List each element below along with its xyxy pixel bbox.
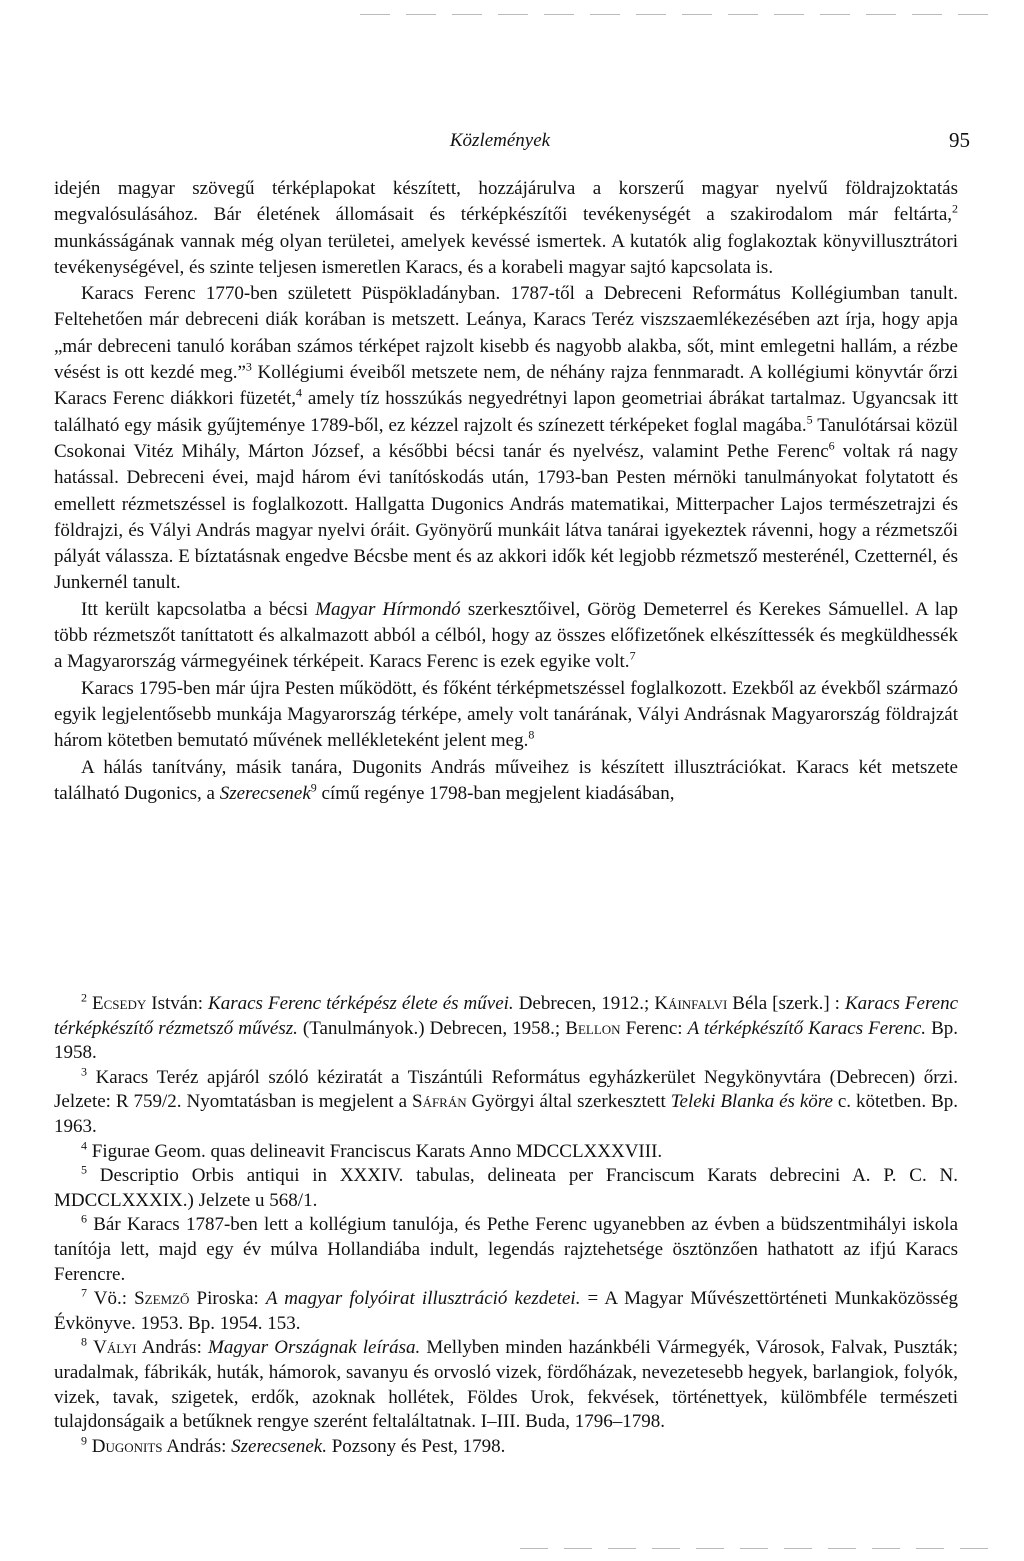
scan-edge-rule-top bbox=[360, 14, 1000, 15]
paragraph-1: idején magyar szövegű térképlapokat készített, hozzájárulva a korszerű magyar nyelvű földrajzoktatás megvalósulásához. Bár életének állomásait és térképkészítői tevékenységét a szakirodalom már feltárta,$^2$ munkásságának vannak még olyan területei, amelyek kevéssé ismertek. A kutatók alig foglakoztak könyvillusztrátori tevékenységével, és szinte teljesen ismeretlen Karacs, és a korabeli magyar sajtó kapcsolata is. bbox=[54, 178, 958, 278]
footnote-ref: 4 bbox=[296, 386, 302, 401]
footnote-ref: 3 bbox=[245, 359, 252, 374]
italic-title: Magyar Hírmondó bbox=[315, 598, 461, 620]
footnote-ref: 2 bbox=[952, 201, 958, 216]
paragraph-5: A hálás tanítvány, másik tanára, Dugonits András műveihez is készített illusztrációkat. Karacs két metszete található Dugonics, a Szerecsenek$^9$ című regénye 1798-ban megjelent kiadásában, bbox=[54, 756, 958, 804]
page-number: 95 bbox=[949, 128, 970, 152]
footnote-ref: 7 bbox=[629, 649, 636, 664]
footnote-ref: 6 bbox=[828, 438, 835, 453]
footnote-9: $^9$ Dugonits András: Szerecsenek. Pozsony és Pest, 1798. bbox=[81, 1433, 506, 1457]
paragraph-2: Karacs Ferenc 1770-ben született Püspökladányban. 1787-től a Debreceni Református Kollégiumban tanult. Feltehetően már debreceni diák korában is metszett. Leánya, Karacs Teréz viszszaemlékezésében azt írja, hogy apja „már debreceni tanuló korában számos térképet rajzolt kisebb és nagyobb alakba, sőt, mint emlegetni hallám, a rézbe vésést is ott kezdé meg.”$^3$ Kollégiumi éveiből metszete nem, de néhány rajza fennmaradt. A kollégiumi könyvtár őrzi Karacs Ferenc diákkori füzetét,$^4$ amely tíz hosszúkás negyedrétnyi lapon geometriai ábrákat tartalmaz. Ugyancsak itt található egy másik gyűjteménye 1789-ből, ez kézzel rajzolt és színezett térképeket foglal magába.$^5$ Tanulótársai közül Csokonai Vitéz Mihály, Márton József, a későbbi bécsi tanár és nyelvész, valamint Pethe Ferenc$^6$ voltak rá nagy hatással. Debreceni évei, majd három évi tanítóskodás után, 1793-ban Pesten mérnöki tanulmányokat folytatott és emellett rézmetszéssel is foglalkozott. Hallgatta Dugonics András matematikai, Mitterpacher Lajos természetrajzi és földrajzi, és Vályi András magyar nyelvi óráit. Gyönyörű munkáit látva tanárai igyekeztek rávenni, hogy a rézmetszői pályát válassza. E bíztatásnak engedve Bécsbe ment és az akkori idők két legjobb rézmetsző mesterénél, Czetternél, és Junkernél tanult. bbox=[54, 283, 959, 594]
footnote-6: $^6$ Bár Karacs 1787-ben lett a kollégium tanulója, és Pethe Ferenc ugyanebben az évben a büdszentmihályi iskola tanítója lett, majd egy év múlva Hollandiába indult, legendás rajztehetsége ösztönzően hathatott az ifjú Karacs Ferencre. bbox=[54, 1212, 958, 1285]
footnote-2: $^2$ Ecsedy István: Karacs Ferenc térképész élete és művei. Debrecen, 1912.; Káinfalvi Béla [szerk.] : Karacs Ferenc térképkészítő rézmetsző művész. (Tanulmányok.) Debrecen, 1958.; Bellon Ferenc: A térképkészítő Karacs Ferenc. Bp. 1958. bbox=[54, 990, 959, 1064]
main-text bbox=[54, 176, 958, 807]
footnote-ref: 5 bbox=[806, 412, 813, 427]
scan-edge-rule-bottom bbox=[520, 1548, 1000, 1549]
footnote-4: $^4$ Figurae Geom. quas delineavit Franciscus Karats Anno MDCCLXXXVIII. bbox=[81, 1138, 663, 1162]
running-header bbox=[54, 126, 970, 156]
footnote-5: $^5$ Descriptio Orbis antiqui in XXXIV. tabulas, delineata per Franciscum Karats debrecini A. P. C. N. MDCCLXXXIX.) Jelzete u 568/1. bbox=[54, 1162, 958, 1211]
footnote-8: $^8$ Vályi András: Magyar Országnak leírása. Mellyben minden hazánkbéli Vármegyék, Városok, Falvak, Puszták; uradalmak, fábrikák, huták, hámorok, savanyu és orvosló vizek, fördőházak, nevezetesebb hegyek, barlangiok, folyók, vizek, tavak, szigetek, erdők, azoknak hollétek, Földes Urok, fekvések, történettyek, külömbféle természeti tulajdonságaik a betűknek rengye szerént feltaláltatnak. I–III. Buda, 1796–1798. bbox=[54, 1334, 959, 1433]
paragraph-3: Itt került kapcsolatba a bécsi Magyar Hírmondó szerkesztőivel, Görög Demeterrel és Kerekes Sámuellel. A lap több rézmetszőt taníttatott és alkalmazott abból a célból, hogy az összes előfizetőnek elkészíttessék és megküldhessék a Magyarország vármegyéinek térképeit. Karacs Ferenc is ezek egyike volt.$^7$ bbox=[54, 598, 959, 673]
footnote-ref: 9 bbox=[310, 780, 317, 795]
footnotes bbox=[54, 992, 958, 1459]
footnote-7: $^7$ Vö.: Szemző Piroska: A magyar folyóirat illusztráció kezdetei. = A Magyar Művészettörténeti Munkaközösség Évkönyve. 1953. Bp. 1954. 153. bbox=[54, 1285, 958, 1334]
footnote-3: $^3$ Karacs Teréz apjáról szóló kéziratát a Tiszántúli Református egyházkerület Negykönyvtára (Debrecen) őrzi. Jelzete: R 759/2. Nyomtatásban is megjelent a Sáfrán Györgyi által szerkesztett Teleki Blanka és köre c. kötetben. Bp. 1963. bbox=[54, 1064, 958, 1137]
italic-title: Szerecsenek bbox=[219, 782, 311, 804]
paragraph-4: Karacs 1795-ben már újra Pesten működött, és főként térképmetszéssel foglalkozott. Ezekből az évekből származó egyik legjelentősebb munkája Magyarország térképe, amely volt tanárának, Vályi Andrásnak Magyarország földrajzát három kötetben bemutató művének mellékleteként jelent meg.$^8$ bbox=[54, 677, 958, 752]
footnote-ref: 8 bbox=[528, 727, 535, 742]
running-title: Közlemények bbox=[449, 130, 551, 151]
